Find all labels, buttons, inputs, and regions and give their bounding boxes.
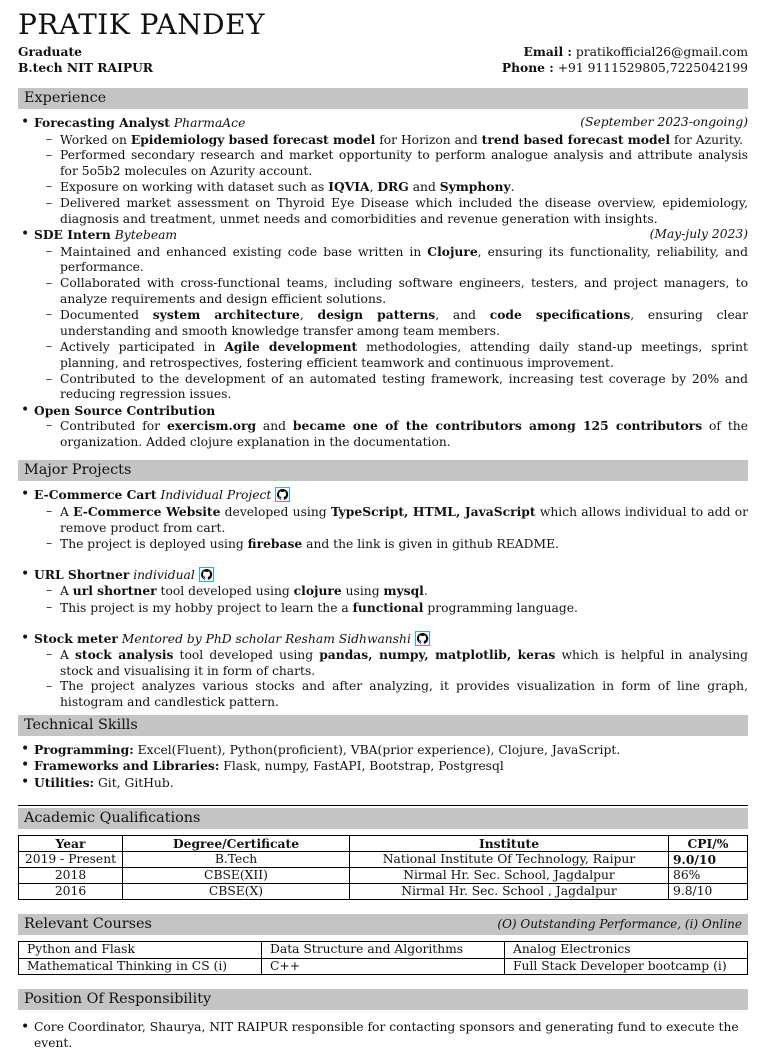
project-name: E-Commerce Cart (34, 487, 157, 503)
academics-table (18, 835, 748, 900)
skill-item: • Programming: Excel(Fluent), Python(proficient), VBA(prior experience), Clojure, JavaScript. (34, 742, 748, 759)
project-name: Stock meter (34, 630, 118, 646)
skills-list (18, 742, 748, 792)
candidate-name: PRATIK PANDEY (18, 8, 266, 41)
job-date: (May-july 2023) (649, 227, 748, 242)
degree-line: B.tech NIT RAIPUR (18, 60, 154, 75)
responsibility-list (18, 1020, 748, 1051)
job-bullet: – Documented system architecture, design patterns, and code specifications, ensuring clear understanding and smooth knowledge transfer among team members. (60, 307, 748, 339)
courses-legend: (O) Outstanding Performance, (i) Online (497, 917, 742, 932)
phone-value: +91 9111529805,7225042199 (557, 61, 748, 75)
status-line: Graduate (18, 44, 82, 59)
job-role: SDE Intern (34, 227, 111, 243)
project-url-shortner (34, 567, 748, 617)
job-bullet: – Maintained and enhanced existing code base written in Clojure, ensuring its functionality, reliability, and performance. (60, 244, 748, 276)
project-bullet: – This project is my hobby project to learn the a functional programming language. (60, 600, 748, 617)
section-header-courses (18, 914, 748, 935)
experience-list (18, 115, 748, 450)
job-org: PharmaAce (173, 116, 246, 130)
job-sde-intern (34, 227, 748, 403)
responsibility-item: • Core Coordinator, Shaurya, NIT RAIPUR responsible for contacting sponsors and generating fund to execute the event. (34, 1020, 748, 1051)
project-tag: Individual Project (160, 488, 272, 503)
project-name: URL Shortner (34, 566, 130, 582)
project-bullet: – A stock analysis tool developed using pandas, numpy, matplotlib, keras which is helpful in analysing stock and visualising it in form of charts. (60, 647, 748, 679)
table-row: Python and Flask Data Structure and Algorithms Analog Electronics (19, 942, 748, 959)
section-header-experience: Experience (18, 88, 748, 109)
job-bullet: – Actively participated in Agile development methodologies, attending daily stand-up meetings, sprint planning, and retrospectives, fostering efficient teamwork and continuous improvement. (60, 339, 748, 371)
job-bullet: – Delivered market assessment on Thyroid Eye Disease which included the disease overview, epidemiology, diagnosis and treatment, unmet needs and comorbidities and revenue generation with insights. (60, 196, 748, 227)
contact-header (18, 44, 748, 76)
job-bullet: – Performed secondary research and market opportunity to perform analogue analysis and attribute analysis for 5o5b2 molecules on Azurity account. (60, 148, 748, 179)
section-header-academics: Academic Qualifications (18, 808, 748, 829)
job-bullet: – Exposure on working with dataset such as IQVIA, DRG and Symphony. (60, 179, 748, 196)
job-bullet: – Collaborated with cross-functional teams, including software engineers, testers, and project managers, to analyze requirements and design efficient solutions. (60, 276, 748, 307)
job-date: (September 2023-ongoing) (580, 115, 748, 129)
table-row: 2019 - Present B.Tech National Institute Of Technology, Raipur 9.0/10 (19, 852, 748, 868)
table-row: 2018 CBSE(XII) Nirmal Hr. Sec. School, Jagdalpur 86% (19, 868, 748, 884)
section-header-responsibility: Position Of Responsibility (18, 989, 748, 1010)
table-row: Mathematical Thinking in CS (i) C++ Full Stack Developer bootcamp (i) (19, 958, 748, 975)
courses-table (18, 941, 748, 975)
project-bullet: – A url shortner tool developed using clojure using mysql. (60, 583, 748, 600)
email-link[interactable]: pratikofficial26@gmail.com (575, 45, 748, 59)
project-tag: individual (133, 567, 195, 582)
projects-list (18, 487, 748, 710)
job-bullet: – Contributed to the development of an automated testing framework, increasing test coverage by 20% and reducing regression issues. (60, 372, 748, 403)
email-label: Email : (523, 44, 572, 59)
github-icon[interactable] (275, 487, 290, 502)
contact-info (502, 44, 748, 76)
project-bullet: – A E-Commerce Website developed using TypeScript, HTML, JavaScript which allows individual to add or remove product from cart. (60, 504, 748, 536)
table-row: 2016 CBSE(X) Nirmal Hr. Sec. School , Jagdalpur 9.8/10 (19, 884, 748, 900)
courses-title: Relevant Courses (24, 916, 152, 933)
project-bullet: – The project analyzes various stocks and after analyzing, it provides visualization in form of line graph, histogram and candlestick pattern. (60, 679, 748, 710)
project-tag: Mentored by PhD scholar Resham Sidhwanshi (121, 631, 411, 646)
section-header-skills: Technical Skills (18, 715, 748, 736)
github-icon[interactable] (199, 567, 214, 582)
skill-item: • Utilities: Git, GitHub. (34, 775, 748, 792)
skill-item: • Frameworks and Libraries: Flask, numpy, FastAPI, Bootstrap, Postgresql (34, 758, 748, 775)
job-bullet: – Contributed for exercism.org and became one of the contributors among 125 contributors of the organization. Added clojure explanation in the documentation. (60, 418, 748, 450)
divider (18, 805, 748, 806)
github-icon[interactable] (415, 631, 430, 646)
job-bullet: – Worked on Epidemiology based forecast model for Horizon and trend based forecast model for Azurity. (60, 132, 748, 149)
section-header-projects: Major Projects (18, 460, 748, 481)
job-open-source (34, 403, 748, 451)
education-summary (18, 44, 153, 76)
project-ecommerce-cart (34, 487, 748, 552)
job-role: Forecasting Analyst (34, 115, 170, 130)
job-org: Bytebeam (114, 228, 178, 243)
table-header-row: Year Degree/Certificate Institute CPI/% (19, 836, 748, 852)
phone-label: Phone : (501, 60, 554, 75)
job-role: • Open Source Contribution (34, 402, 216, 418)
job-forecasting-analyst (34, 115, 748, 227)
project-stock-meter (34, 631, 748, 711)
resume-page (18, 8, 748, 1052)
project-bullet: – The project is deployed using firebase and the link is given in github README. (60, 536, 748, 553)
